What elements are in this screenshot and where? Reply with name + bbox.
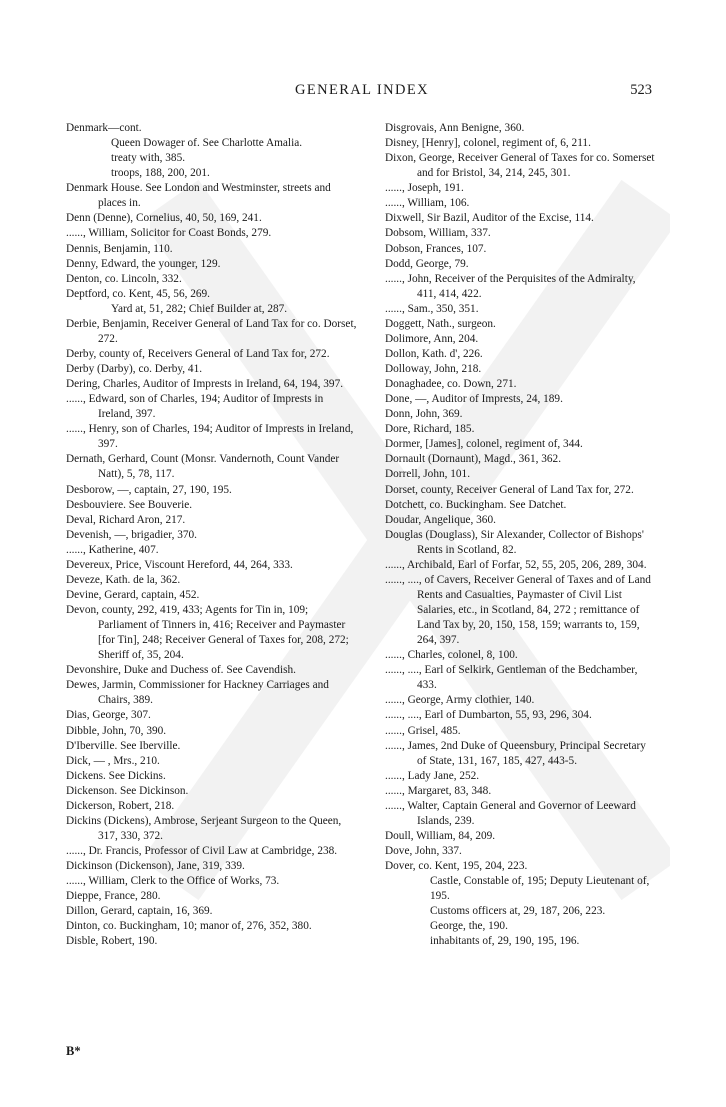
index-entry: Devereux, Price, Viscount Hereford, 44, 264, 333.	[66, 558, 293, 571]
page-header	[64, 82, 660, 104]
index-entry: George, the, 190.	[430, 920, 508, 933]
index-entry: Doudar, Angelique, 360.	[385, 513, 496, 526]
index-entry: Dove, John, 337.	[385, 845, 462, 857]
index-column-right	[385, 121, 656, 949]
index-entry: Dennis, Benjamin, 110.	[66, 242, 173, 255]
index-entry: Dickins (Dickens), Ambrose, Serjeant Surgeon to the Queen, 317, 330, 372.	[66, 814, 342, 842]
index-entry: ......, Lady Jane, 252.	[385, 769, 480, 782]
index-entry: ......, John, Receiver of the Perquisites of the Admiralty, 411, 414, 422.	[385, 272, 636, 300]
index-entry: Yard at, 51, 282; Chief Builder at, 287.	[111, 302, 288, 315]
index-entry: Dollon, Kath. d', 226.	[385, 347, 483, 360]
running-title: GENERAL INDEX	[294, 82, 430, 98]
index-entry: Dickerson, Robert, 218.	[66, 799, 175, 812]
index-entry: ......, Edward, son of Charles, 194; Auditor of Imprests in Ireland, 397.	[66, 393, 324, 421]
index-entry: Deval, Richard Aron, 217.	[66, 513, 186, 526]
index-entry: ......, Margaret, 83, 348.	[385, 784, 492, 797]
index-entry: Donaghadee, co. Down, 271.	[385, 378, 517, 391]
index-entry: Devonshire, Duke and Duchess of. See Cavendish.	[66, 664, 296, 677]
index-column-left	[66, 121, 359, 949]
index-entry: Desborow, —, captain, 27, 190, 195.	[66, 483, 232, 496]
index-entry: ......, ...., Earl of Dumbarton, 55, 93, 296, 304.	[385, 709, 592, 722]
index-entry: Dieppe, France, 280.	[66, 890, 161, 903]
index-entry: Dinton, co. Buckingham, 10; manor of, 276, 352, 380.	[66, 920, 312, 933]
index-entry: Deptford, co. Kent, 45, 56, 269.	[66, 287, 211, 300]
index-entry: Devine, Gerard, captain, 452.	[66, 588, 200, 601]
index-entry: Dorset, county, Receiver General of Land Tax for, 272.	[385, 483, 634, 496]
index-entry: Denny, Edward, the younger, 129.	[66, 257, 221, 270]
index-entry: Denmark—cont.	[66, 122, 142, 134]
index-entry: Devon, county, 292, 419, 433; Agents for Tin in, 109; Parliament of Tinners in, 416; Receiver and Paymaster [for Tin], 248; Receiver General of Taxes for, 208, 272; Sheriff of, 35, 204.	[66, 604, 349, 662]
index-entry: Derbie, Benjamin, Receiver General of Land Tax for co. Dorset, 272.	[66, 317, 357, 345]
index-entry: Dering, Charles, Auditor of Imprests in Ireland, 64, 194, 397.	[66, 378, 344, 391]
page-number: 523	[630, 82, 652, 98]
index-entry: ......, Dr. Francis, Professor of Civil Law at Cambridge, 238.	[66, 845, 338, 857]
index-entry: Dormer, [James], colonel, regiment of, 344.	[385, 438, 583, 451]
index-entry: Dore, Richard, 185.	[385, 423, 475, 436]
index-entry: Dibble, John, 70, 390.	[66, 724, 167, 737]
index-entry: Derby (Darby), co. Derby, 41.	[66, 363, 203, 375]
index-entry: Dotchett, co. Buckingham. See Datchet.	[385, 498, 567, 511]
index-entry: Dorrell, John, 101.	[385, 468, 471, 481]
index-entry: Devenish, —, brigadier, 370.	[66, 528, 198, 541]
index-entry: Dixwell, Sir Bazil, Auditor of the Excise, 114.	[385, 212, 594, 225]
index-entry: Denton, co. Lincoln, 332.	[66, 272, 182, 285]
index-entry: Dickenson. See Dickinson.	[66, 784, 189, 797]
index-entry: Dornault (Dornaunt), Magd., 361, 362.	[385, 453, 562, 466]
index-entry: Dickens. See Dickins.	[66, 769, 166, 782]
index-entry: Dillon, Gerard, captain, 16, 369.	[66, 905, 213, 918]
index-entry: ......, Archibald, Earl of Forfar, 52, 55, 205, 206, 289, 304.	[385, 558, 647, 571]
index-entry: Disgrovais, Ann Benigne, 360.	[385, 122, 525, 134]
index-entry: Done, —, Auditor of Imprests, 24, 189.	[385, 393, 563, 406]
index-entry: Dolimore, Ann, 204.	[385, 332, 479, 345]
index-entry: ......, Charles, colonel, 8, 100.	[385, 649, 518, 662]
index-entry: inhabitants of, 29, 190, 195, 196.	[430, 935, 580, 948]
index-entry: Doggett, Nath., surgeon.	[385, 317, 496, 330]
index-entry: Denn (Denne), Cornelius, 40, 50, 169, 241.	[66, 212, 262, 225]
index-entry: ......, George, Army clothier, 140.	[385, 694, 535, 707]
index-entry: troops, 188, 200, 201.	[111, 167, 210, 180]
index-entry: ......, Katherine, 407.	[66, 543, 159, 556]
index-entry: ......, Henry, son of Charles, 194; Auditor of Imprests in Ireland, 397.	[66, 423, 354, 451]
index-entry: Dernath, Gerhard, Count (Monsr. Vandernoth, Count Vander Natt), 5, 78, 117.	[66, 453, 340, 481]
index-entry: ......, William, Solicitor for Coast Bonds, 279.	[66, 227, 272, 240]
index-entry: Disney, [Henry], colonel, regiment of, 6, 211.	[385, 137, 591, 150]
index-entry: Dobsom, William, 337.	[385, 227, 491, 240]
index-entry: ......, Joseph, 191.	[385, 182, 464, 195]
index-entry: ......, Grisel, 485.	[385, 724, 461, 737]
index-entry: Derby, county of, Receivers General of Land Tax for, 272.	[66, 347, 330, 360]
index-entry: ......, William, 106.	[385, 197, 470, 210]
signature-mark: B*	[66, 1044, 81, 1058]
index-entry: Dodd, George, 79.	[385, 257, 469, 270]
index-entry: Dobson, Frances, 107.	[385, 242, 487, 255]
index-entry: D'Iberville. See Iberville.	[66, 739, 181, 752]
index-entry: Disble, Robert, 190.	[66, 935, 158, 948]
index-entry: Castle, Constable of, 195; Deputy Lieutenant of, 195.	[430, 875, 650, 903]
index-entry: Dover, co. Kent, 195, 204, 223.	[385, 860, 528, 873]
index-entry: Customs officers at, 29, 187, 206, 223.	[430, 905, 606, 918]
index-entry: ......, ...., Earl of Selkirk, Gentleman of the Bedchamber, 433.	[385, 664, 638, 692]
index-entry: Dick, — , Mrs., 210.	[66, 754, 160, 767]
index-entry: Douglas (Douglass), Sir Alexander, Collector of Bishops' Rents in Scotland, 82.	[385, 528, 644, 556]
index-entry: ......, William, Clerk to the Office of Works, 73.	[66, 875, 280, 888]
index-entry: Dolloway, John, 218.	[385, 363, 482, 375]
index-entry: ......, Walter, Captain General and Governor of Leeward Islands, 239.	[385, 799, 636, 827]
index-entry: Desbouviere. See Bouverie.	[66, 498, 193, 511]
index-entry: Donn, John, 369.	[385, 408, 463, 421]
index-entry: ......, Sam., 350, 351.	[385, 302, 479, 315]
index-entry: treaty with, 385.	[111, 152, 186, 165]
index-entry: Dias, George, 307.	[66, 709, 151, 722]
index-entry: Dixon, George, Receiver General of Taxes for co. Somerset and for Bristol, 34, 214, 245, 301.	[385, 152, 655, 180]
index-entry: Denmark House. See London and Westminster, streets and places in.	[66, 182, 331, 210]
index-entry: Dewes, Jarmin, Commissioner for Hackney Carriages and Chairs, 389.	[66, 679, 329, 707]
index-entry: Deveze, Kath. de la, 362.	[66, 573, 181, 586]
index-entry: Dickinson (Dickenson), Jane, 319, 339.	[66, 860, 245, 873]
index-entry: ......, James, 2nd Duke of Queensbury, Principal Secretary of State, 131, 167, 185, 427, 443-5.	[385, 739, 646, 767]
index-entry: Queen Dowager of. See Charlotte Amalia.	[111, 137, 303, 150]
index-entry: ......, ...., of Cavers, Receiver General of Taxes and of Land Rents and Casualties, Paymaster of Civil List Salaries, etc., in Scotland, 84, 272 ; remittance of Land Tax by, 20, 150, 158, 159; warrants to, 159, 264, 397.	[385, 573, 651, 647]
index-entry: Doull, William, 84, 209.	[385, 829, 496, 842]
